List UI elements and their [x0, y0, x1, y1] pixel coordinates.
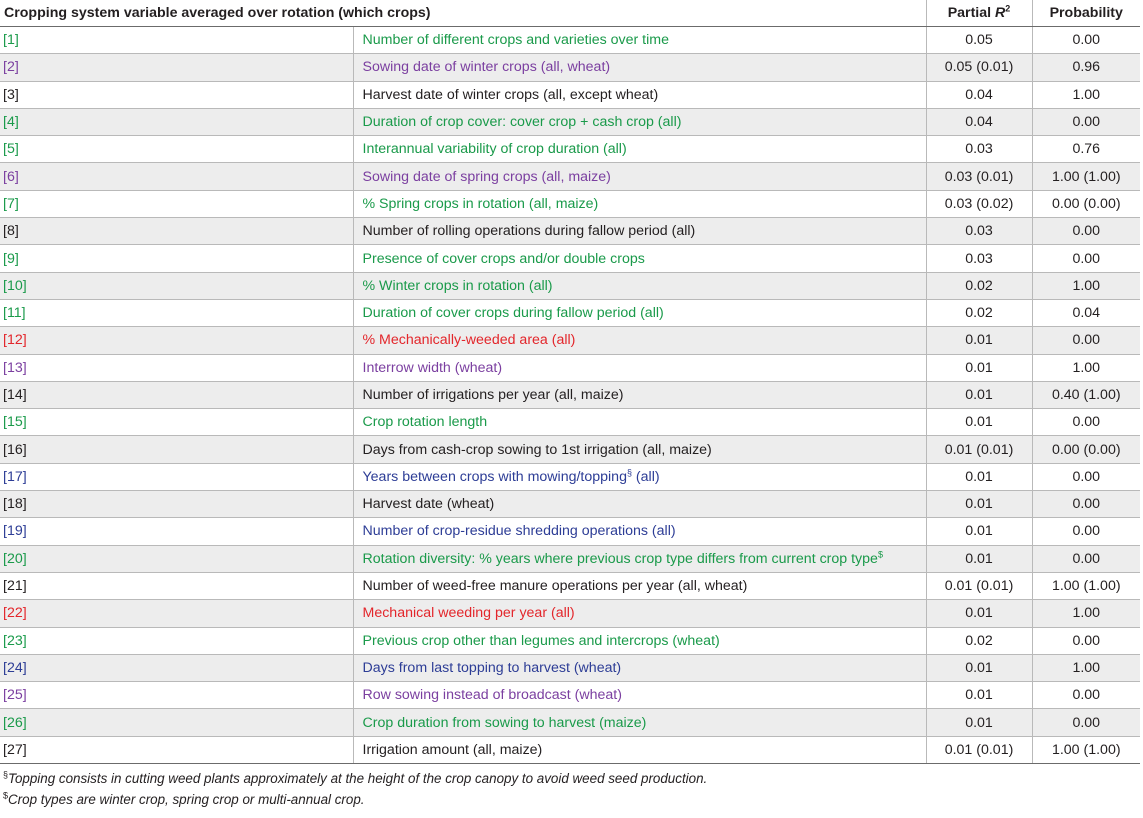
row-label	[353, 627, 926, 654]
row-label	[353, 381, 926, 408]
row-label	[353, 190, 926, 217]
row-label	[353, 600, 926, 627]
table-row	[0, 136, 1140, 163]
row-label	[353, 682, 926, 709]
row-partial-r2: 0.05 (0.01)	[926, 54, 1032, 81]
row-id: [26]	[0, 709, 353, 736]
table-row	[0, 627, 1140, 654]
row-label	[353, 409, 926, 436]
row-partial-r2: 0.01	[926, 327, 1032, 354]
row-label-text: Number of rolling operations during fallow period (all)	[362, 223, 696, 240]
row-label-text: % Mechanically-weeded area (all)	[362, 332, 576, 349]
header-partial-prefix: Partial	[947, 5, 996, 21]
row-label	[353, 81, 926, 108]
header-variable: Cropping system variable averaged over rotation (which crops)	[0, 0, 926, 27]
row-label	[353, 436, 926, 463]
row-label	[353, 518, 926, 545]
row-label-text: Number of weed-free manure operations per year (all, wheat)	[362, 578, 748, 595]
row-id: [4]	[0, 108, 353, 135]
row-id: [18]	[0, 491, 353, 518]
table-row	[0, 463, 1140, 490]
table-row	[0, 709, 1140, 736]
table-row	[0, 245, 1140, 272]
header-probability: Probability	[1032, 0, 1140, 27]
row-partial-r2: 0.01	[926, 709, 1032, 736]
row-probability: 0.00	[1032, 27, 1140, 54]
row-id: [11]	[0, 299, 353, 326]
row-label-text: % Winter crops in rotation (all)	[362, 277, 553, 294]
row-label-text: Rotation diversity: % years where previous crop type differs from current crop type	[362, 550, 878, 567]
row-id: [23]	[0, 627, 353, 654]
footnote	[0, 789, 1143, 810]
footnotes	[0, 768, 1143, 810]
table-row	[0, 682, 1140, 709]
footnote	[0, 768, 1143, 789]
row-partial-r2: 0.01	[926, 682, 1032, 709]
table-row	[0, 545, 1140, 572]
row-partial-r2: 0.01	[926, 654, 1032, 681]
row-probability: 1.00	[1032, 354, 1140, 381]
row-label-footnote-mark: $	[877, 549, 883, 560]
row-label-text: Harvest date (wheat)	[362, 496, 495, 513]
row-partial-r2: 0.01	[926, 381, 1032, 408]
header-r-var: R	[995, 5, 1006, 21]
table-row	[0, 654, 1140, 681]
row-id: [21]	[0, 572, 353, 599]
row-label	[353, 136, 926, 163]
row-label	[353, 54, 926, 81]
row-partial-r2: 0.02	[926, 627, 1032, 654]
row-label-text: Harvest date of winter crops (all, except wheat)	[362, 86, 659, 103]
row-label	[353, 299, 926, 326]
row-label-text: Sowing date of winter crops (all, wheat)	[362, 59, 611, 76]
row-partial-r2: 0.01	[926, 409, 1032, 436]
row-label	[353, 218, 926, 245]
row-probability: 0.00	[1032, 463, 1140, 490]
row-id: [10]	[0, 272, 353, 299]
row-label	[353, 545, 926, 572]
table-row	[0, 572, 1140, 599]
row-label	[353, 245, 926, 272]
row-label-text: Duration of crop cover: cover crop + cash crop (all)	[362, 114, 682, 131]
row-id: [9]	[0, 245, 353, 272]
row-probability: 0.00	[1032, 627, 1140, 654]
row-label	[353, 491, 926, 518]
table-row	[0, 436, 1140, 463]
row-partial-r2: 0.03	[926, 245, 1032, 272]
row-partial-r2: 0.05	[926, 27, 1032, 54]
row-partial-r2: 0.01	[926, 491, 1032, 518]
row-partial-r2: 0.03	[926, 218, 1032, 245]
row-partial-r2: 0.01	[926, 463, 1032, 490]
row-partial-r2: 0.02	[926, 272, 1032, 299]
row-partial-r2: 0.01 (0.01)	[926, 436, 1032, 463]
row-probability: 0.76	[1032, 136, 1140, 163]
row-probability: 1.00 (1.00)	[1032, 572, 1140, 599]
row-label	[353, 709, 926, 736]
row-probability: 0.00	[1032, 491, 1140, 518]
row-probability: 0.00	[1032, 545, 1140, 572]
row-label-text: Mechanical weeding per year (all)	[362, 605, 575, 622]
row-probability: 1.00 (1.00)	[1032, 163, 1140, 190]
row-label	[353, 463, 926, 490]
row-label-text: Irrigation amount (all, maize)	[362, 741, 543, 758]
row-label-text: Days from last topping to harvest (wheat)	[362, 659, 622, 676]
table-row	[0, 736, 1140, 763]
row-id: [15]	[0, 409, 353, 436]
table-row	[0, 108, 1140, 135]
row-label-text: Crop duration from sowing to harvest (maize)	[362, 714, 647, 731]
table-row	[0, 491, 1140, 518]
row-label-text: Number of crop-residue shredding operations (all)	[362, 523, 676, 540]
row-id: [17]	[0, 463, 353, 490]
table-row	[0, 190, 1140, 217]
row-label-text: % Spring crops in rotation (all, maize)	[362, 195, 599, 212]
row-label-footnote-mark: §	[626, 467, 632, 478]
row-id: [14]	[0, 381, 353, 408]
row-label-text: Presence of cover crops and/or double crops	[362, 250, 645, 267]
row-label-text: Number of irrigations per year (all, maize)	[362, 387, 624, 403]
row-id: [13]	[0, 354, 353, 381]
row-label	[353, 27, 926, 54]
row-id: [27]	[0, 736, 353, 763]
row-label-text: Interannual variability of crop duration (all)	[362, 141, 627, 158]
table-row	[0, 299, 1140, 326]
row-probability: 1.00 (1.00)	[1032, 736, 1140, 763]
row-id: [25]	[0, 682, 353, 709]
row-label-text: Previous crop other than legumes and intercrops (wheat)	[362, 632, 720, 649]
table-body	[0, 27, 1140, 764]
row-id: [20]	[0, 545, 353, 572]
row-probability: 0.00	[1032, 409, 1140, 436]
row-probability: 0.04	[1032, 299, 1140, 326]
row-partial-r2: 0.02	[926, 299, 1032, 326]
row-partial-r2: 0.01	[926, 600, 1032, 627]
header-row	[0, 0, 1140, 27]
row-probability: 1.00	[1032, 654, 1140, 681]
row-probability: 0.00	[1032, 327, 1140, 354]
row-label	[353, 572, 926, 599]
row-label-suffix: (all)	[631, 468, 660, 485]
footnote-text: Crop types are winter crop, spring crop or multi-annual crop.	[8, 792, 365, 808]
table-row	[0, 518, 1140, 545]
table-row	[0, 600, 1140, 627]
row-probability: 0.00	[1032, 245, 1140, 272]
row-partial-r2: 0.04	[926, 81, 1032, 108]
row-label	[353, 654, 926, 681]
row-probability: 0.00	[1032, 218, 1140, 245]
footnote-mark: §	[3, 769, 9, 780]
table-row	[0, 163, 1140, 190]
row-partial-r2: 0.01 (0.01)	[926, 572, 1032, 599]
row-probability: 0.96	[1032, 54, 1140, 81]
row-probability: 0.00 (0.00)	[1032, 190, 1140, 217]
row-id: [8]	[0, 218, 353, 245]
row-probability: 0.00	[1032, 682, 1140, 709]
row-partial-r2: 0.01 (0.01)	[926, 736, 1032, 763]
row-id: [5]	[0, 136, 353, 163]
table-row	[0, 81, 1140, 108]
row-label-text: Duration of cover crops during fallow period (all)	[362, 305, 664, 322]
row-id: [6]	[0, 163, 353, 190]
row-label-text: Sowing date of spring crops (all, maize)	[362, 168, 611, 185]
row-label	[353, 327, 926, 354]
table-row	[0, 272, 1140, 299]
footnote-mark: $	[3, 790, 9, 801]
row-probability: 1.00	[1032, 600, 1140, 627]
row-partial-r2: 0.01	[926, 354, 1032, 381]
table-row	[0, 381, 1140, 408]
table-row	[0, 327, 1140, 354]
row-label-text: Crop rotation length	[362, 414, 488, 431]
row-id: [19]	[0, 518, 353, 545]
row-id: [12]	[0, 327, 353, 354]
row-label	[353, 108, 926, 135]
row-partial-r2: 0.01	[926, 545, 1032, 572]
row-probability: 0.00 (0.00)	[1032, 436, 1140, 463]
row-id: [16]	[0, 436, 353, 463]
row-probability: 1.00	[1032, 272, 1140, 299]
row-label-text: Days from cash-crop sowing to 1st irrigation (all, maize)	[362, 441, 712, 458]
row-probability: 0.40 (1.00)	[1032, 381, 1140, 408]
row-probability: 1.00	[1032, 81, 1140, 108]
row-id: [2]	[0, 54, 353, 81]
row-label-text: Number of different crops and varieties over time	[362, 32, 669, 49]
row-label-text: Row sowing instead of broadcast (wheat)	[362, 687, 622, 704]
row-partial-r2: 0.01	[926, 518, 1032, 545]
row-id: [22]	[0, 600, 353, 627]
row-id: [7]	[0, 190, 353, 217]
row-label	[353, 163, 926, 190]
row-label-text: Interrow width (wheat)	[362, 359, 503, 376]
header-partial-r2	[926, 0, 1032, 27]
header-r-sup: 2	[1005, 3, 1011, 14]
table-row	[0, 354, 1140, 381]
table-row	[0, 54, 1140, 81]
row-id: [1]	[0, 27, 353, 54]
row-label-text: Years between crops with mowing/topping	[362, 468, 627, 485]
row-partial-r2: 0.03 (0.01)	[926, 163, 1032, 190]
row-partial-r2: 0.04	[926, 108, 1032, 135]
row-partial-r2: 0.03 (0.02)	[926, 190, 1032, 217]
footnote-text: Topping consists in cutting weed plants approximately at the height of the crop canopy to avoid weed seed production.	[8, 771, 708, 787]
row-label	[353, 736, 926, 763]
table-row	[0, 409, 1140, 436]
row-probability: 0.00	[1032, 108, 1140, 135]
row-label	[353, 272, 926, 299]
row-label	[353, 354, 926, 381]
row-id: [3]	[0, 81, 353, 108]
row-probability: 0.00	[1032, 518, 1140, 545]
row-probability: 0.00	[1032, 709, 1140, 736]
row-partial-r2: 0.03	[926, 136, 1032, 163]
table-row	[0, 27, 1140, 54]
row-id: [24]	[0, 654, 353, 681]
table-row	[0, 218, 1140, 245]
